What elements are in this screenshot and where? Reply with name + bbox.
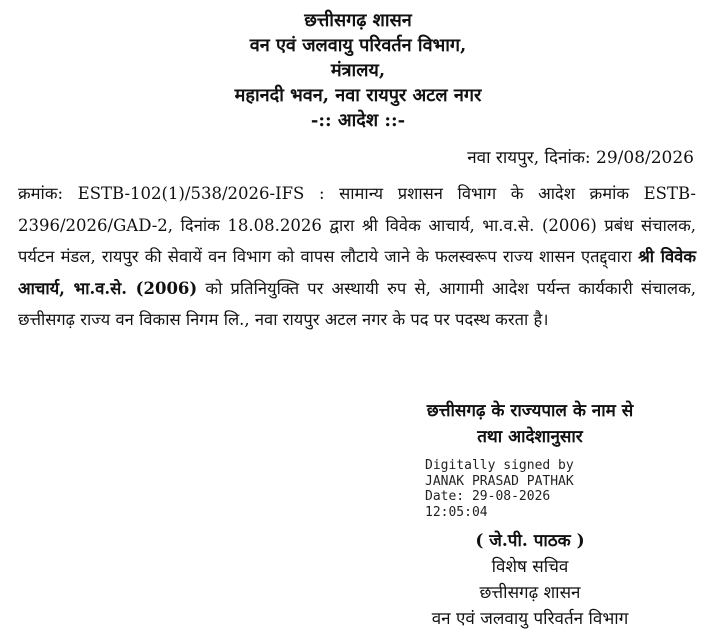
governor-line-1: छत्तीसगढ़ के राज्यपाल के नाम से xyxy=(426,401,634,421)
order-title: -:: आदेश ::- xyxy=(310,110,406,131)
digisig-time: 12:05:04 xyxy=(425,504,488,520)
signatory-designation: विशेष सचिव xyxy=(491,557,569,577)
governor-authority xyxy=(370,398,690,450)
digisig-signer: JANAK PRASAD PATHAK xyxy=(425,473,574,489)
signatory-government: छत्तीसगढ़ शासन xyxy=(479,583,581,603)
signatory-department: वन एवं जलवायु परिवर्तन विभाग xyxy=(431,609,629,629)
department-name: वन एवं जलवायु परिवर्तन विभाग, xyxy=(249,35,467,56)
signatory-name: ( जे.पी. पाठक ) xyxy=(475,531,585,551)
document-header xyxy=(0,8,716,133)
office-address: महानदी भवन, नवा रायपुर अटल नगर xyxy=(234,85,482,106)
order-text-part2: को प्रतिनियुक्ति पर अस्थायी रुप से, आगामी आदेश पर्यन्त कार्यकारी संचालक, छत्तीसगढ़ राज्य वन विकास निगम लि., नवा रायपुर अटल नगर के पद पर पदस्थ करता है। xyxy=(18,278,697,329)
governor-line-2: तथा आदेशानुसार xyxy=(477,427,583,447)
government-name: छत्तीसगढ़ शासन xyxy=(304,10,412,31)
digital-signature-block xyxy=(425,458,574,520)
ministry-label: मंत्रालय, xyxy=(330,60,386,81)
order-text-part1: क्रमांक: ESTB-102(1)/538/2026-IFS : सामान्य प्रशासन विभाग के आदेश क्रमांक ESTB-2396/2026/GAD-2, दिनांक 18.08.2026 द्वारा श्री विवेक आचार्य, भा.व.से. (2006) प्रबंध संचालक, पर्यटन मंडल, रायपुर की सेवायें वन विभाग को वापस लौटाये जाने के फलस्वरूप राज्य शासन एतद्द्वारा xyxy=(18,184,696,266)
digisig-label: Digitally signed by xyxy=(425,458,574,473)
order-body xyxy=(18,178,696,336)
officer-name-bold: श्री विवेक आचार्य, भा.व.से. (2006) xyxy=(18,247,696,298)
signatory-block xyxy=(380,528,680,632)
digisig-date: Date: 29-08-2026 xyxy=(425,489,551,504)
place-and-date: नवा रायपुर, दिनांक: 29/08/2026 xyxy=(467,148,694,168)
